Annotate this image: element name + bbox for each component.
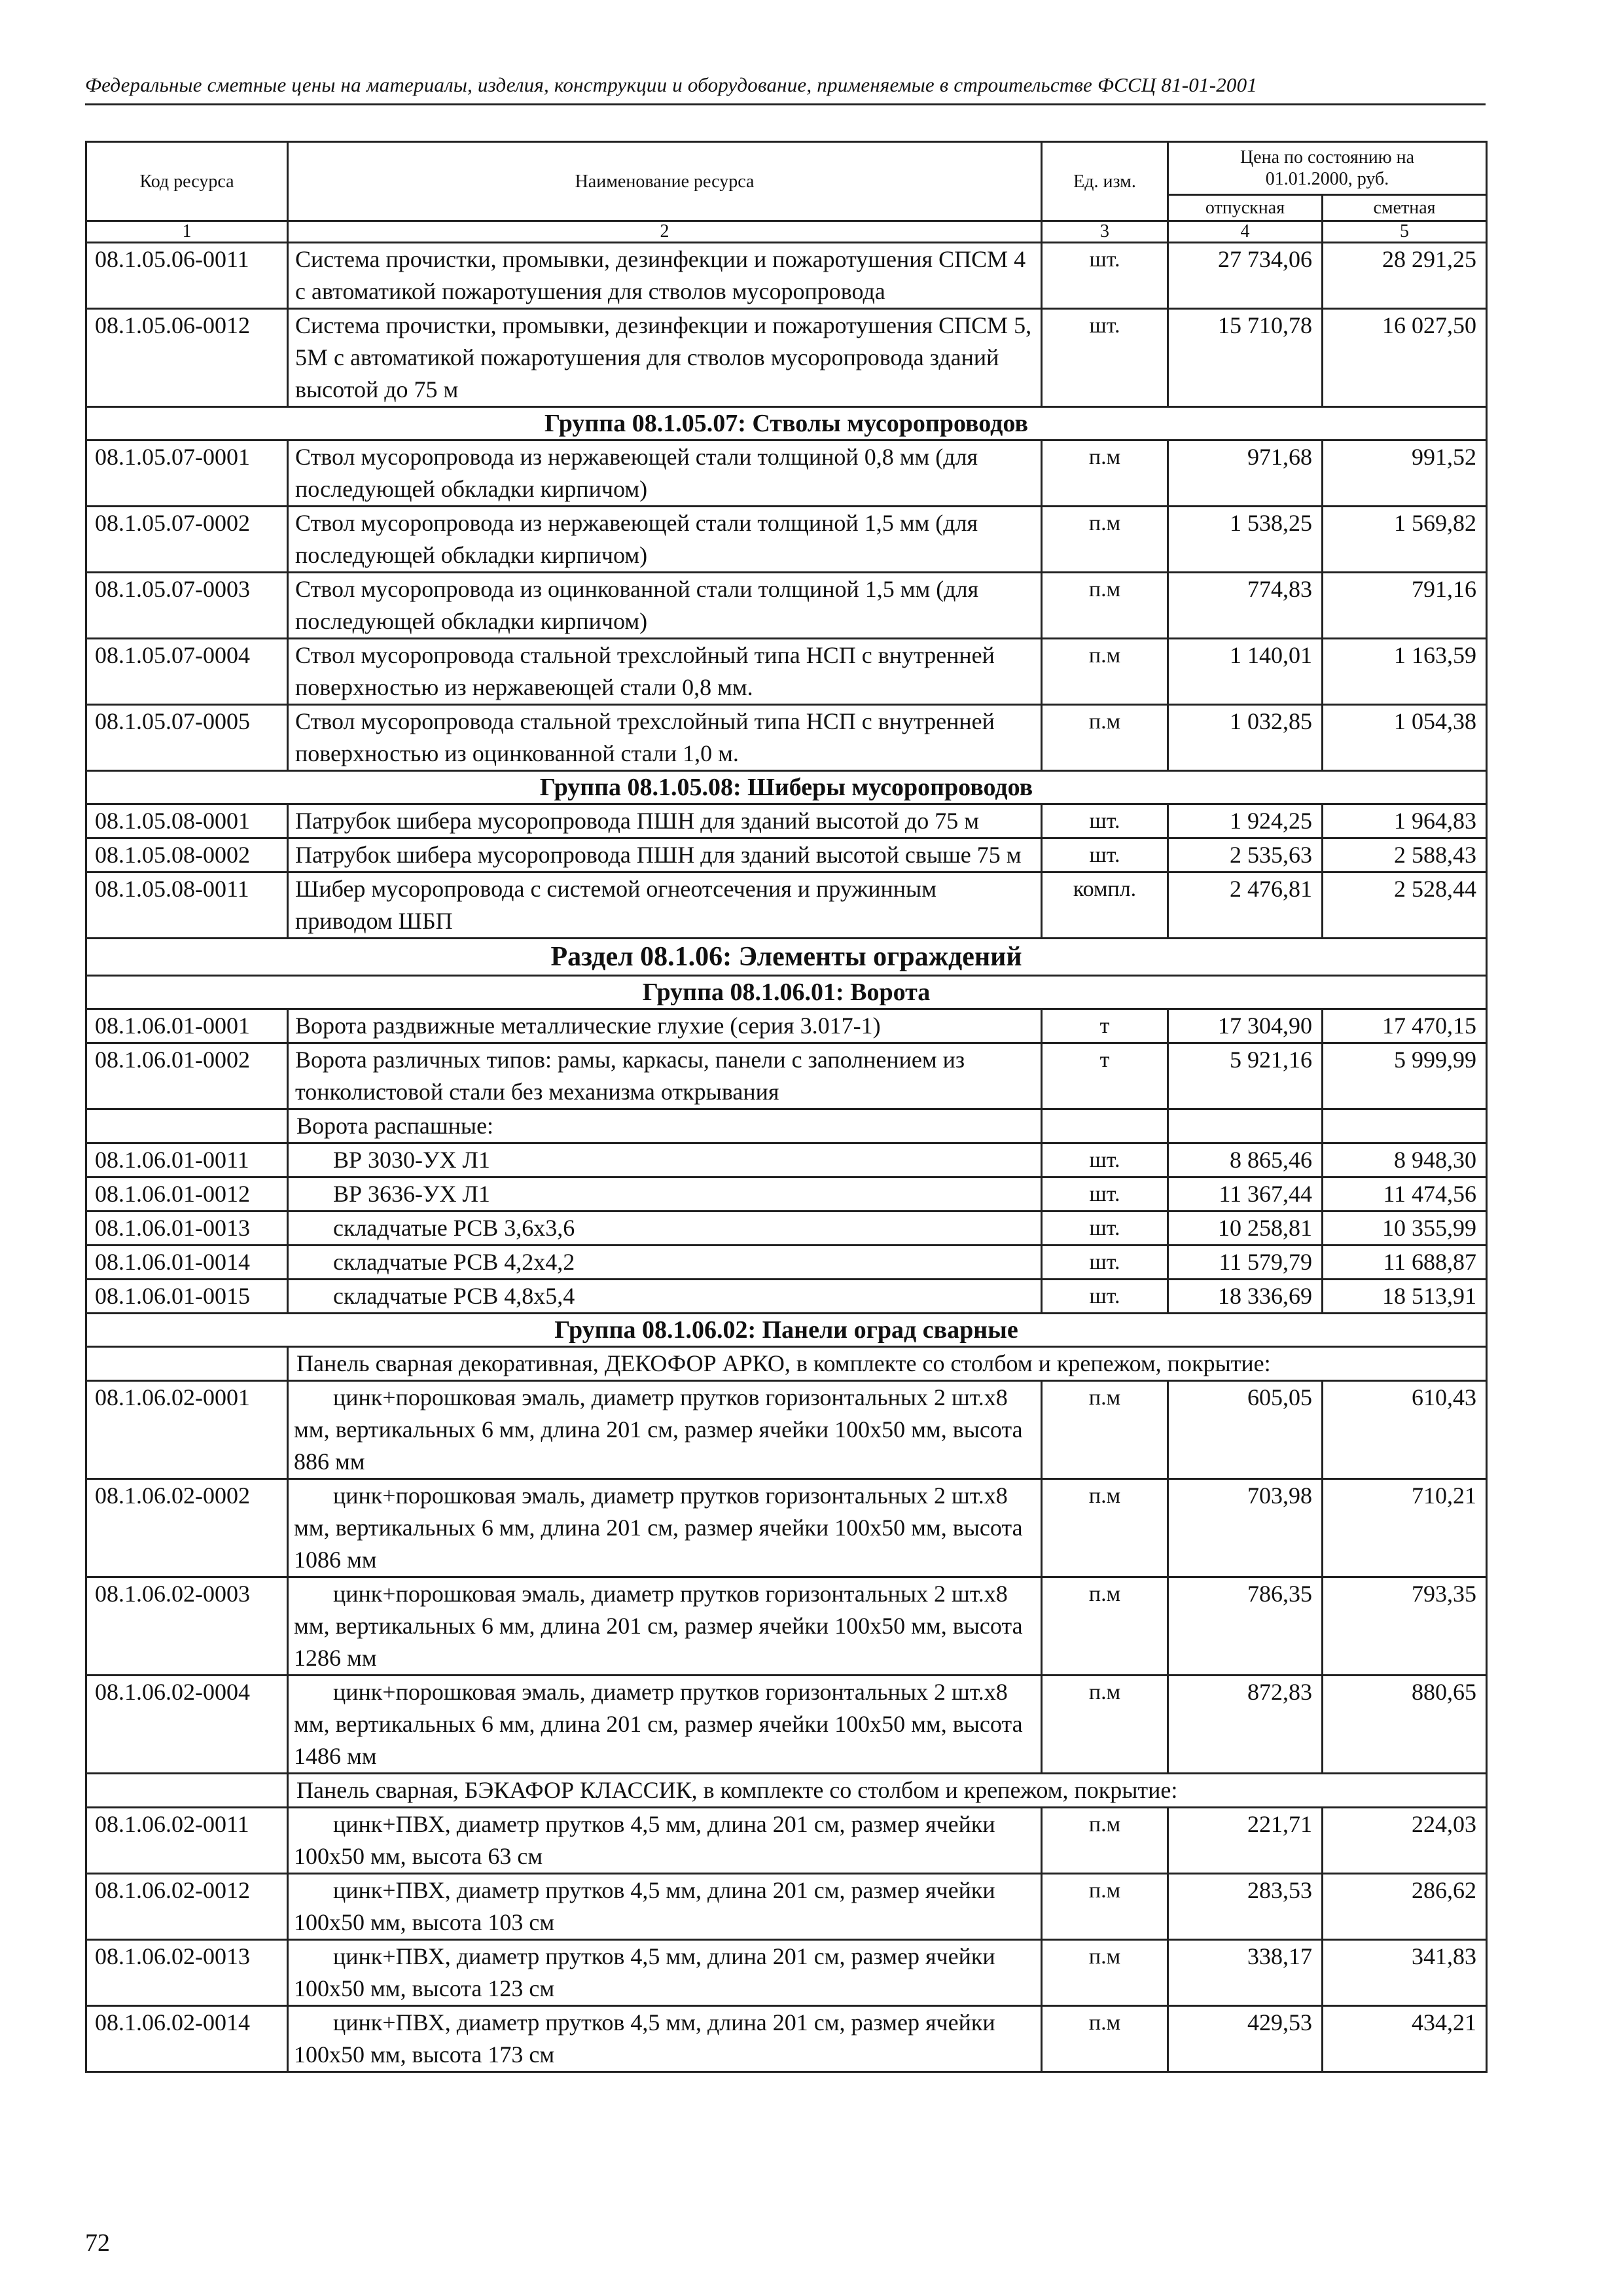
table-row bbox=[86, 1808, 1487, 1874]
price-estimate: 18 513,91 bbox=[1323, 1280, 1487, 1314]
price-estimate: 1 163,59 bbox=[1323, 639, 1487, 705]
resource-code: 08.1.06.02-0012 bbox=[86, 1874, 288, 1940]
price-estimate: 10 355,99 bbox=[1323, 1211, 1487, 1246]
price-release: 1 538,25 bbox=[1168, 507, 1323, 573]
price-estimate: 224,03 bbox=[1323, 1808, 1487, 1874]
table-row bbox=[86, 573, 1487, 639]
group-row bbox=[86, 1314, 1487, 1347]
price-estimate: 8 948,30 bbox=[1323, 1143, 1487, 1177]
resource-unit: п.м bbox=[1042, 1479, 1168, 1577]
table-row bbox=[86, 1479, 1487, 1577]
resource-unit: шт. bbox=[1042, 309, 1168, 407]
table-row bbox=[86, 1043, 1487, 1109]
resource-code: 08.1.05.08-0011 bbox=[86, 872, 288, 939]
resource-code: 08.1.05.07-0005 bbox=[86, 705, 288, 771]
resource-code: 08.1.06.01-0015 bbox=[86, 1280, 288, 1314]
price-estimate: 341,83 bbox=[1323, 1940, 1487, 2006]
table-row bbox=[86, 1211, 1487, 1246]
resource-name: складчатые РСВ 4,8х5,4 bbox=[288, 1280, 1042, 1314]
resource-name: цинк+порошковая эмаль, диаметр прутков горизонтальных 2 шт.х8 мм, вертикальных 6 мм, длина 201 см, размер ячейки 100х50 мм, высота 886 мм bbox=[288, 1381, 1042, 1479]
table-row bbox=[86, 705, 1487, 771]
table-row bbox=[86, 1009, 1487, 1043]
price-estimate: 286,62 bbox=[1323, 1874, 1487, 1940]
resource-name: Ворота различных типов: рамы, каркасы, панели с заполнением из тонколистовой стали без механизма открывания bbox=[288, 1043, 1042, 1109]
group-title: Группа 08.1.05.08: Шиберы мусоропроводов bbox=[86, 771, 1487, 804]
table-row bbox=[86, 838, 1487, 872]
price-release: 27 734,06 bbox=[1168, 243, 1323, 309]
price-release: 971,68 bbox=[1168, 440, 1323, 507]
resource-unit: шт. bbox=[1042, 243, 1168, 309]
subheading-row bbox=[86, 1347, 1487, 1381]
price-release: 338,17 bbox=[1168, 1940, 1323, 2006]
col-number: 3 bbox=[1042, 221, 1168, 243]
group-title: Группа 08.1.06.02: Панели оград сварные bbox=[86, 1314, 1487, 1347]
release-cell-empty bbox=[1168, 1109, 1323, 1143]
price-estimate: 1 964,83 bbox=[1323, 804, 1487, 838]
resource-unit: п.м bbox=[1042, 507, 1168, 573]
resource-name: Патрубок шибера мусоропровода ПШН для зданий высотой свыше 75 м bbox=[288, 838, 1042, 872]
resource-unit: п.м bbox=[1042, 1577, 1168, 1676]
col-header-unit: Ед. изм. bbox=[1042, 142, 1168, 221]
resource-name: цинк+порошковая эмаль, диаметр прутков горизонтальных 2 шт.х8 мм, вертикальных 6 мм, длина 201 см, размер ячейки 100х50 мм, высота 1286 мм bbox=[288, 1577, 1042, 1676]
code-cell-empty bbox=[86, 1109, 288, 1143]
resource-unit: п.м bbox=[1042, 1940, 1168, 2006]
resource-name: цинк+ПВХ, диаметр прутков 4,5 мм, длина 201 см, размер ячейки 100х50 мм, высота 173 см bbox=[288, 2006, 1042, 2072]
table-row bbox=[86, 507, 1487, 573]
resource-unit: п.м bbox=[1042, 1808, 1168, 1874]
price-release: 2 535,63 bbox=[1168, 838, 1323, 872]
price-release: 786,35 bbox=[1168, 1577, 1323, 1676]
resource-unit: компл. bbox=[1042, 872, 1168, 939]
resource-name: складчатые РСВ 4,2х4,2 bbox=[288, 1246, 1042, 1280]
resource-unit: шт. bbox=[1042, 838, 1168, 872]
table-row bbox=[86, 639, 1487, 705]
col-number: 4 bbox=[1168, 221, 1323, 243]
table-row bbox=[86, 872, 1487, 939]
resource-unit: шт. bbox=[1042, 804, 1168, 838]
resource-name: Система прочистки, промывки, дезинфекции и пожаротушения СПСМ 5, 5М с автоматикой пожаротушения для стволов мусоропровода зданий высотой до 75 м bbox=[288, 309, 1042, 407]
resource-code: 08.1.05.07-0004 bbox=[86, 639, 288, 705]
section-row bbox=[86, 939, 1487, 976]
resource-unit: п.м bbox=[1042, 2006, 1168, 2072]
resource-unit: шт. bbox=[1042, 1280, 1168, 1314]
price-estimate: 710,21 bbox=[1323, 1479, 1487, 1577]
price-release: 283,53 bbox=[1168, 1874, 1323, 1940]
price-release: 18 336,69 bbox=[1168, 1280, 1323, 1314]
table-row bbox=[86, 1177, 1487, 1211]
table-row bbox=[86, 1143, 1487, 1177]
resource-unit: п.м bbox=[1042, 639, 1168, 705]
unit-cell-empty bbox=[1042, 1109, 1168, 1143]
resource-name: ВР 3636-УХ Л1 bbox=[288, 1177, 1042, 1211]
table-row bbox=[86, 2006, 1487, 2072]
subheading-row bbox=[86, 1109, 1487, 1143]
col-header-code: Код ресурса bbox=[86, 142, 288, 221]
resource-name: цинк+порошковая эмаль, диаметр прутков горизонтальных 2 шт.х8 мм, вертикальных 6 мм, длина 201 см, размер ячейки 100х50 мм, высота 1486 мм bbox=[288, 1676, 1042, 1774]
price-release: 5 921,16 bbox=[1168, 1043, 1323, 1109]
price-estimate: 991,52 bbox=[1323, 440, 1487, 507]
price-estimate: 1 569,82 bbox=[1323, 507, 1487, 573]
price-estimate: 793,35 bbox=[1323, 1577, 1487, 1676]
price-estimate: 28 291,25 bbox=[1323, 243, 1487, 309]
resource-name: ВР 3030-УХ Л1 bbox=[288, 1143, 1042, 1177]
resource-code: 08.1.05.08-0002 bbox=[86, 838, 288, 872]
table-row bbox=[86, 1676, 1487, 1774]
resource-code: 08.1.06.01-0002 bbox=[86, 1043, 288, 1109]
resource-unit: т bbox=[1042, 1009, 1168, 1043]
resource-code: 08.1.06.02-0014 bbox=[86, 2006, 288, 2072]
resource-unit: шт. bbox=[1042, 1177, 1168, 1211]
resource-unit: т bbox=[1042, 1043, 1168, 1109]
table-row bbox=[86, 1280, 1487, 1314]
col-number: 5 bbox=[1323, 221, 1487, 243]
price-release: 8 865,46 bbox=[1168, 1143, 1323, 1177]
group-title: Группа 08.1.06.01: Ворота bbox=[86, 976, 1487, 1009]
price-release: 1 140,01 bbox=[1168, 639, 1323, 705]
col-number: 1 bbox=[86, 221, 288, 243]
price-estimate: 610,43 bbox=[1323, 1381, 1487, 1479]
price-release: 15 710,78 bbox=[1168, 309, 1323, 407]
price-release: 10 258,81 bbox=[1168, 1211, 1323, 1246]
resource-unit: шт. bbox=[1042, 1211, 1168, 1246]
table-row bbox=[86, 309, 1487, 407]
resource-name: Патрубок шибера мусоропровода ПШН для зданий высотой до 75 м bbox=[288, 804, 1042, 838]
resource-name: Ствол мусоропровода из нержавеющей стали толщиной 0,8 мм (для последующей обкладки кирпичом) bbox=[288, 440, 1042, 507]
resource-code: 08.1.06.01-0001 bbox=[86, 1009, 288, 1043]
table-body bbox=[86, 243, 1487, 2072]
code-cell-empty bbox=[86, 1774, 288, 1808]
col-header-release: отпускная bbox=[1168, 195, 1323, 221]
resource-unit: шт. bbox=[1042, 1143, 1168, 1177]
resource-name: цинк+ПВХ, диаметр прутков 4,5 мм, длина 201 см, размер ячейки 100х50 мм, высота 63 см bbox=[288, 1808, 1042, 1874]
resource-unit: п.м bbox=[1042, 705, 1168, 771]
code-cell-empty bbox=[86, 1347, 288, 1381]
price-release: 872,83 bbox=[1168, 1676, 1323, 1774]
resource-code: 08.1.06.01-0014 bbox=[86, 1246, 288, 1280]
resource-code: 08.1.06.02-0013 bbox=[86, 1940, 288, 2006]
subheading-text: Панель сварная, БЭКАФОР КЛАССИК, в комплекте со столбом и крепежом, покрытие: bbox=[288, 1774, 1487, 1808]
resource-name: Система прочистки, промывки, дезинфекции и пожаротушения СПСМ 4 с автоматикой пожаротушения для стволов мусоропровода bbox=[288, 243, 1042, 309]
resource-code: 08.1.06.02-0004 bbox=[86, 1676, 288, 1774]
resource-name: Шибер мусоропровода с системой огнеотсечения и пружинным приводом ШБП bbox=[288, 872, 1042, 939]
resource-name: складчатые РСВ 3,6х3,6 bbox=[288, 1211, 1042, 1246]
price-release: 703,98 bbox=[1168, 1479, 1323, 1577]
page-header-title: Федеральные сметные цены на материалы, изделия, конструкции и оборудование, применяемые в строительстве ФССЦ 81-01-2001 bbox=[85, 73, 1258, 96]
resource-name: цинк+ПВХ, диаметр прутков 4,5 мм, длина 201 см, размер ячейки 100х50 мм, высота 123 см bbox=[288, 1940, 1042, 2006]
resource-code: 08.1.06.02-0002 bbox=[86, 1479, 288, 1577]
resource-code: 08.1.06.02-0003 bbox=[86, 1577, 288, 1676]
price-estimate: 434,21 bbox=[1323, 2006, 1487, 2072]
resource-code: 08.1.05.08-0001 bbox=[86, 804, 288, 838]
resource-name: Ствол мусоропровода из нержавеющей стали толщиной 1,5 мм (для последующей обкладки кирпичом) bbox=[288, 507, 1042, 573]
group-title: Группа 08.1.05.07: Стволы мусоропроводов bbox=[86, 407, 1487, 440]
table-row bbox=[86, 1940, 1487, 2006]
table-row bbox=[86, 1577, 1487, 1676]
price-estimate: 2 528,44 bbox=[1323, 872, 1487, 939]
resource-name: Ствол мусоропровода из оцинкованной стали толщиной 1,5 мм (для последующей обкладки кирпичом) bbox=[288, 573, 1042, 639]
resource-code: 08.1.06.01-0012 bbox=[86, 1177, 288, 1211]
subheading-text: Панель сварная декоративная, ДЕКОФОР АРКО, в комплекте со столбом и крепежом, покрытие: bbox=[288, 1347, 1487, 1381]
resource-unit: п.м bbox=[1042, 573, 1168, 639]
price-release: 429,53 bbox=[1168, 2006, 1323, 2072]
resource-code: 08.1.06.02-0011 bbox=[86, 1808, 288, 1874]
header-rule bbox=[85, 103, 1486, 105]
resource-code: 08.1.06.02-0001 bbox=[86, 1381, 288, 1479]
price-release: 774,83 bbox=[1168, 573, 1323, 639]
group-row bbox=[86, 407, 1487, 440]
resource-name: цинк+ПВХ, диаметр прутков 4,5 мм, длина 201 см, размер ячейки 100х50 мм, высота 103 см bbox=[288, 1874, 1042, 1940]
resource-unit: п.м bbox=[1042, 440, 1168, 507]
resource-name: Ствол мусоропровода стальной трехслойный типа НСП с внутренней поверхностью из нержавеющей стали 0,8 мм. bbox=[288, 639, 1042, 705]
page-number: 72 bbox=[85, 2229, 110, 2257]
price-table bbox=[85, 141, 1488, 2073]
resource-code: 08.1.06.01-0013 bbox=[86, 1211, 288, 1246]
price-release: 1 924,25 bbox=[1168, 804, 1323, 838]
price-estimate: 1 054,38 bbox=[1323, 705, 1487, 771]
price-release: 17 304,90 bbox=[1168, 1009, 1323, 1043]
table-row bbox=[86, 1874, 1487, 1940]
price-estimate: 2 588,43 bbox=[1323, 838, 1487, 872]
col-header-estimate: сметная bbox=[1323, 195, 1487, 221]
price-release: 11 579,79 bbox=[1168, 1246, 1323, 1280]
table-head bbox=[86, 142, 1487, 243]
section-title: Раздел 08.1.06: Элементы ограждений bbox=[86, 939, 1487, 976]
price-estimate: 791,16 bbox=[1323, 573, 1487, 639]
table-row bbox=[86, 243, 1487, 309]
price-release: 11 367,44 bbox=[1168, 1177, 1323, 1211]
resource-code: 08.1.05.06-0012 bbox=[86, 309, 288, 407]
group-row bbox=[86, 771, 1487, 804]
resource-code: 08.1.05.07-0002 bbox=[86, 507, 288, 573]
table-row bbox=[86, 1246, 1487, 1280]
table-row bbox=[86, 804, 1487, 838]
price-estimate: 16 027,50 bbox=[1323, 309, 1487, 407]
resource-code: 08.1.05.07-0001 bbox=[86, 440, 288, 507]
resource-code: 08.1.05.06-0011 bbox=[86, 243, 288, 309]
col-number: 2 bbox=[288, 221, 1042, 243]
group-row bbox=[86, 976, 1487, 1009]
subheading-row bbox=[86, 1774, 1487, 1808]
price-release: 1 032,85 bbox=[1168, 705, 1323, 771]
table-row bbox=[86, 1381, 1487, 1479]
price-estimate: 11 474,56 bbox=[1323, 1177, 1487, 1211]
resource-name: Ствол мусоропровода стальной трехслойный типа НСП с внутренней поверхностью из оцинкованной стали 1,0 м. bbox=[288, 705, 1042, 771]
resource-unit: п.м bbox=[1042, 1676, 1168, 1774]
resource-code: 08.1.06.01-0011 bbox=[86, 1143, 288, 1177]
resource-unit: п.м bbox=[1042, 1874, 1168, 1940]
col-header-price: Цена по состоянию на 01.01.2000, руб. bbox=[1168, 142, 1487, 195]
resource-code: 08.1.05.07-0003 bbox=[86, 573, 288, 639]
resource-name: Ворота раздвижные металлические глухие (серия 3.017-1) bbox=[288, 1009, 1042, 1043]
price-estimate: 11 688,87 bbox=[1323, 1246, 1487, 1280]
price-estimate: 880,65 bbox=[1323, 1676, 1487, 1774]
resource-unit: шт. bbox=[1042, 1246, 1168, 1280]
price-release: 221,71 bbox=[1168, 1808, 1323, 1874]
price-estimate: 17 470,15 bbox=[1323, 1009, 1487, 1043]
price-release: 605,05 bbox=[1168, 1381, 1323, 1479]
estimate-cell-empty bbox=[1323, 1109, 1487, 1143]
price-release: 2 476,81 bbox=[1168, 872, 1323, 939]
resource-unit: п.м bbox=[1042, 1381, 1168, 1479]
resource-name: цинк+порошковая эмаль, диаметр прутков горизонтальных 2 шт.х8 мм, вертикальных 6 мм, длина 201 см, размер ячейки 100х50 мм, высота 1086 мм bbox=[288, 1479, 1042, 1577]
subheading-text: Ворота распашные: bbox=[288, 1109, 1042, 1143]
col-header-name: Наименование ресурса bbox=[288, 142, 1042, 221]
table-row bbox=[86, 440, 1487, 507]
price-estimate: 5 999,99 bbox=[1323, 1043, 1487, 1109]
